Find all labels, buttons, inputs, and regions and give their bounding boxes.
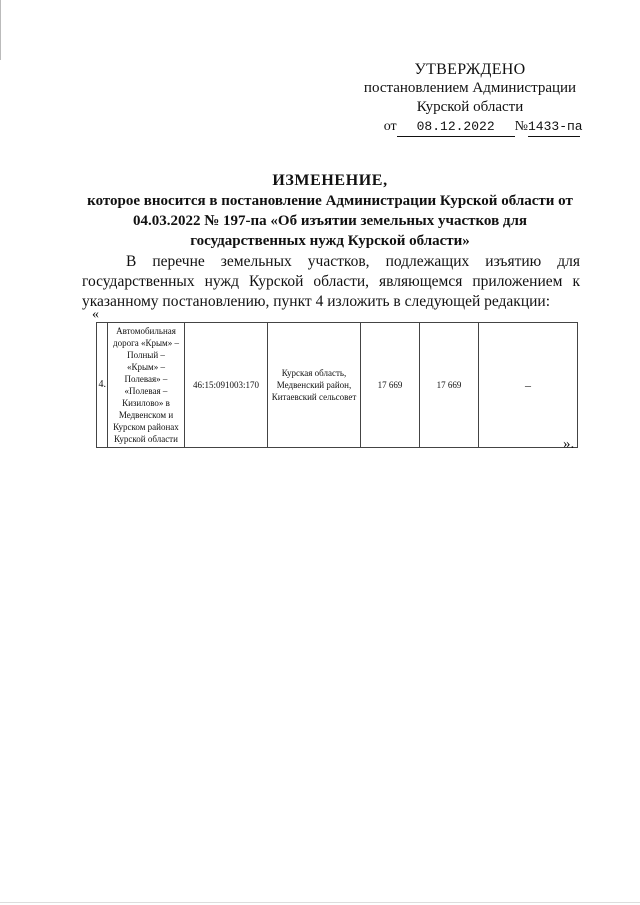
body-paragraph: В перечне земельных участков, подлежащих изъятию для государственных нужд Курской области, являющемся приложением к указанному постановлению, пункт 4 изложить в следующей редакции: [82,253,580,310]
from-prefix: от [383,119,397,134]
scan-edge-mark [0,0,1,60]
area-total: 17 669 [361,323,420,448]
document-title: ИЗМЕНЕНИЕ, [272,172,388,189]
approval-stamp [360,60,583,137]
closing-quote: ». [563,436,575,452]
cadastral-number: 46:15:091003:170 [185,323,268,448]
area-seized: 17 669 [420,323,479,448]
approval-date: 08.12.2022 [397,117,515,137]
plot-address: Курская область, Медвенский район, Китаевский сельсовет [268,323,361,448]
number-prefix: № [514,119,528,134]
land-plots-table [96,322,578,448]
table-row [97,323,578,448]
scan-bottom-edge [0,902,640,903]
document-subtitle: которое вносится в постановление Администрации Курской области от 04.03.2022 № 197-па «Об изъятии земельных участков для государственных нужд Курской области» [87,193,573,249]
approval-line-1: постановлением Администрации [363,80,577,96]
object-name: Автомобильная дорога «Крым» – Полный – «Крым» – Полевая» – «Полевая – Кизилово» в Медвенском и Курском районах Курской области [108,323,185,448]
approval-date-line [360,117,583,137]
approval-label: УТВЕРЖДЕНО [414,61,526,78]
note-cell: – [479,323,578,448]
document-heading [80,170,580,251]
opening-quote: « [92,307,99,322]
approval-line-2: Курской области [416,99,524,115]
approval-number: 1433-па [528,117,580,137]
row-number: 4. [97,323,108,448]
